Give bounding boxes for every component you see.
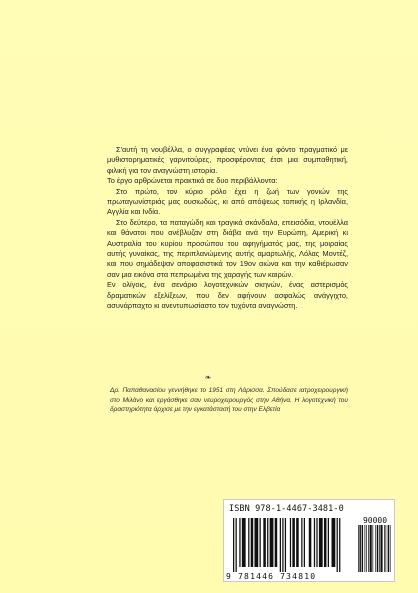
barcode-bar (280, 518, 281, 572)
synopsis-paragraph-4: Στο δεύτερο, τα παταγώδη και τραγικά σκάνδαλα, επεισόδια, ντουέλλα και θάνατοι που ανέβλυζαν στη διάβα ανά την Ευρώπη, Αμερική κι Αυστραλία του κυρίου προσώπου του αφηγήματός μας, της μοιραίας αυτής γυναίκας, της περιπλανώμενης αυτής αμαρτωλής, Λόλας Μοντέζ, και που σημάδεψαν αποφασιστικά τον 19ον αιώνα και την καθιέρωσαν σαν μια εικόνα στα πεπρωμένα της χαραγής των καιρών. (107, 217, 348, 279)
barcode-bar (332, 518, 336, 567)
barcode-bar (309, 518, 312, 567)
fleuron-ornament-icon: ❧ (204, 373, 212, 382)
ean-bars (233, 518, 353, 572)
barcode-bar (337, 518, 338, 572)
barcode-bar (290, 518, 291, 567)
barcode-bar (362, 525, 363, 572)
barcode-bar (242, 518, 246, 567)
barcode-bar (384, 525, 385, 572)
barcode-bar (233, 518, 234, 572)
barcode-bar (263, 518, 266, 567)
barcode-bar (390, 525, 391, 572)
barcode-bar (385, 525, 386, 572)
isbn-barcode (223, 499, 395, 582)
barcode-bar (251, 518, 254, 567)
barcode-bar (304, 518, 305, 567)
synopsis-paragraph-1: Σ'αυτή τη νουβέλλα, ο συγγραφέας ντύνει ένα φόντο πραγματικό με μυθιστορηματικές γαρνιτούρες, προσφέροντας έτσι μια συμπαθητική, φιλική για τον αναγνώστη ιστορία. (107, 145, 348, 175)
barcode-bar (380, 525, 382, 572)
barcode-bar (296, 518, 299, 567)
barcode-bar (359, 525, 360, 572)
barcode-bar (292, 518, 295, 567)
barcode-bar (370, 525, 372, 572)
barcode-bar (275, 518, 278, 567)
barcode-bar (236, 518, 237, 572)
barcode-bar (267, 518, 268, 567)
barcode-bar (339, 518, 340, 572)
synopsis-paragraph-3: Στο πρώτο, τον κύριο ρόλο έχει η ζωή των γονιών της πρωταγωνίστριάς μας ουσιωδώς, κι από απόψεως τοπικής η Ιρλανδία, Αγγλία και Ινδία. (107, 186, 348, 217)
barcode-bar (366, 525, 367, 572)
barcode-bar (368, 525, 369, 572)
barcode-bar (248, 518, 249, 567)
synopsis-text (107, 145, 348, 312)
barcode-bar (316, 518, 317, 567)
ean-digits: 9 781446 734810 (226, 572, 317, 581)
barcode-bar (301, 518, 302, 567)
barcode-bar (377, 525, 378, 572)
barcode-bar (285, 518, 286, 572)
barcode-bar (282, 518, 283, 572)
barcode-bar (270, 518, 274, 567)
barcode-bar (358, 525, 359, 572)
barcode-bar (260, 518, 261, 567)
barcode-bar (372, 525, 373, 572)
isbn-label: ISBN 978-1-4467-3481-0 (229, 504, 344, 514)
barcode-bar (239, 518, 240, 567)
synopsis-paragraph-5: Εν ολίγοις, ένα σενάριο λογοτεχνικών σκηνών, ένας αστερισμός δραματικών εξελίξεων, που δεν αφήνουν ασφαλώς ανάγγιχτο, ασυνάρπαχτο κι ανεντυπωσίαστο τον τυχόντα αναγνώστη. (107, 280, 348, 311)
barcode-bar (365, 525, 366, 572)
synopsis-paragraph-2: Το έργο αρθρώνεται πρακτικά σε δυο περιβάλλοντα: (107, 176, 278, 186)
addon-bars (358, 525, 392, 572)
price-addon-digits: 90000 (362, 516, 388, 525)
barcode-bar (379, 525, 380, 572)
author-bio: Δρ. Παπαθανασίου γεννήθηκε το 1951 στη Λάρισσα. Σπούδασε ιατροχειρουργική στο Μιλάνο και εργάσθηκε σαν νευροχειρουργός στην Αθήνα. Η λογοτεχνική του δραστηριότητα άρχισε με την εγκατάστασή του στην Ελβετία (110, 387, 348, 413)
barcode-bar (324, 518, 327, 567)
barcode-bar (375, 525, 376, 572)
barcode-bar (319, 518, 323, 567)
barcode-bar (314, 518, 315, 567)
barcode-bar (254, 518, 258, 567)
barcode-bar (328, 518, 329, 567)
barcode-bar (388, 525, 389, 572)
